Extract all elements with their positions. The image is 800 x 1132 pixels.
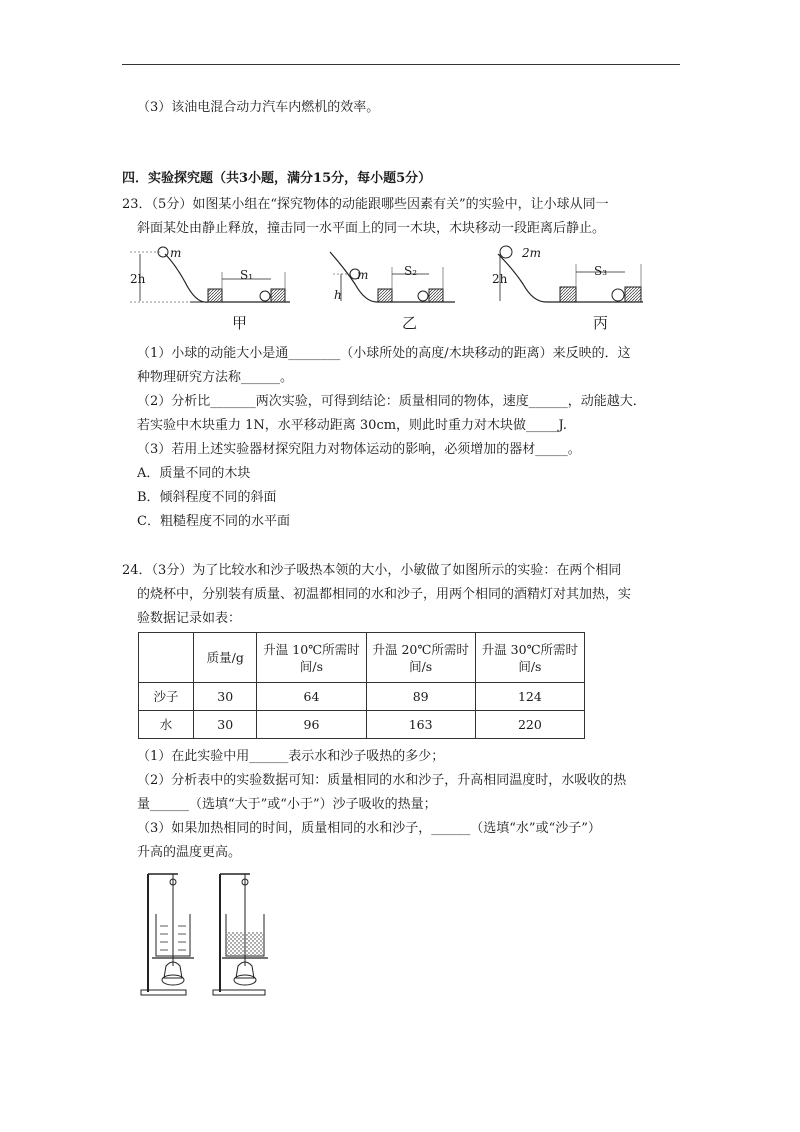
water-setup <box>141 874 194 995</box>
table-header-cell <box>139 633 194 683</box>
panel-jia <box>130 247 290 302</box>
table-cell: 64 <box>257 683 366 711</box>
q24-line-5: 升高的温度更高。 <box>137 845 242 860</box>
q24-stem-line1: 24．（3分）为了比较水和沙子吸热本领的大小，小敏做了如图所示的实验：在两个相同 <box>122 563 622 578</box>
panel-bing-height: 2h <box>492 272 508 286</box>
q23-line-3: （2）分析比_______两次实验，可得到结论：质量相同的物体，速度______，动能越大． <box>137 394 646 409</box>
q24-stem-line2: 的烧杯中，分别装有质量、初温都相同的水和沙子，用两个相同的酒精灯对其加热，实 <box>137 587 632 602</box>
panel-bing <box>498 246 643 302</box>
table-header-cell: 升温 30℃所需时间/s <box>475 633 584 683</box>
panel-jia-distance: S₁ <box>240 268 254 282</box>
q24-stem-line3: 验数据记录如表： <box>137 611 242 626</box>
table-cell: 沙子 <box>139 683 194 711</box>
q24-line-2: （2）分析表中的实验数据可知：质量相同的水和沙子，升高相同温度时，水吸收的热 <box>137 773 627 788</box>
panel-bing-label: 丙 <box>593 314 609 332</box>
q23-stem-line1: 23．（5分）如图某小组在“探究物体的动能跟哪些因素有关”的实验中，让小球从同一 <box>122 197 609 212</box>
panel-bing-distance: S₃ <box>594 264 608 278</box>
table-cell: 220 <box>475 711 584 739</box>
header-rule <box>122 64 680 65</box>
table-cell: 96 <box>257 711 366 739</box>
panel-yi-label: 乙 <box>402 314 418 332</box>
panel-jia-mass: m <box>170 246 182 260</box>
q23-line-4: 若实验中木块重力 1N，水平移动距离 30cm，则此时重力对木块做_____J. <box>137 418 567 433</box>
table-cell: 124 <box>475 683 584 711</box>
table-cell: 30 <box>194 711 257 739</box>
sand-setup <box>213 874 268 995</box>
panel-bing-mass: 2m <box>522 246 542 260</box>
table-header-cell: 升温 10℃所需时间/s <box>257 633 366 683</box>
q23-option-b: B．倾斜程度不同的斜面 <box>137 490 277 505</box>
table-cell: 30 <box>194 683 257 711</box>
panel-yi-mass: m <box>357 268 369 282</box>
table-cell: 水 <box>139 711 194 739</box>
q23-line-5: （3）若用上述实验器材探究阻力对物体运动的影响，必须增加的器材_____。 <box>137 442 581 457</box>
q24-line-1: （1）在此实验中用______表示水和沙子吸热的多少； <box>137 749 445 764</box>
table-row <box>139 683 585 711</box>
table-row <box>139 711 585 739</box>
q24-line-3: 量______（选填“大于”或“小于”）沙子吸收的热量； <box>137 797 437 812</box>
table-header-cell: 质量/g <box>194 633 257 683</box>
section-heading: 四．实验探究题（共3小题，满分15分，每小题5分） <box>122 171 432 186</box>
data-table <box>138 632 585 739</box>
panel-yi <box>330 252 455 302</box>
q23-stem-line2: 斜面某处由静止释放，撞击同一水平面上的同一木块，木块移动一段距离后静止。 <box>137 221 606 236</box>
q24-line-4: （3）如果加热相同的时间，质量相同的水和沙子，______（选填“水”或“沙子”） <box>137 821 601 836</box>
panel-yi-height: h <box>334 288 342 302</box>
panel-jia-height: 2h <box>130 272 146 286</box>
q23-line-2: 种物理研究方法称______。 <box>137 370 294 385</box>
panel-yi-distance: S₂ <box>404 264 418 278</box>
kinetic-energy-figure <box>130 244 670 334</box>
table-cell: 163 <box>366 711 475 739</box>
q23-option-a: A．质量不同的木块 <box>137 466 251 481</box>
panel-jia-label: 甲 <box>232 314 248 332</box>
table-header-row <box>139 633 585 683</box>
q23-line-1: （1）小球的动能大小是通________（小球所处的高度/木块移动的距离）来反映的．这 <box>137 346 631 361</box>
table-header-cell: 升温 20℃所需时间/s <box>366 633 475 683</box>
q23-option-c: C．粗糙程度不同的水平面 <box>137 514 290 529</box>
q22-part3: （3）该油电混合动力汽车内燃机的效率。 <box>137 100 380 115</box>
table-cell: 89 <box>366 683 475 711</box>
heating-apparatus-figure <box>138 866 278 998</box>
